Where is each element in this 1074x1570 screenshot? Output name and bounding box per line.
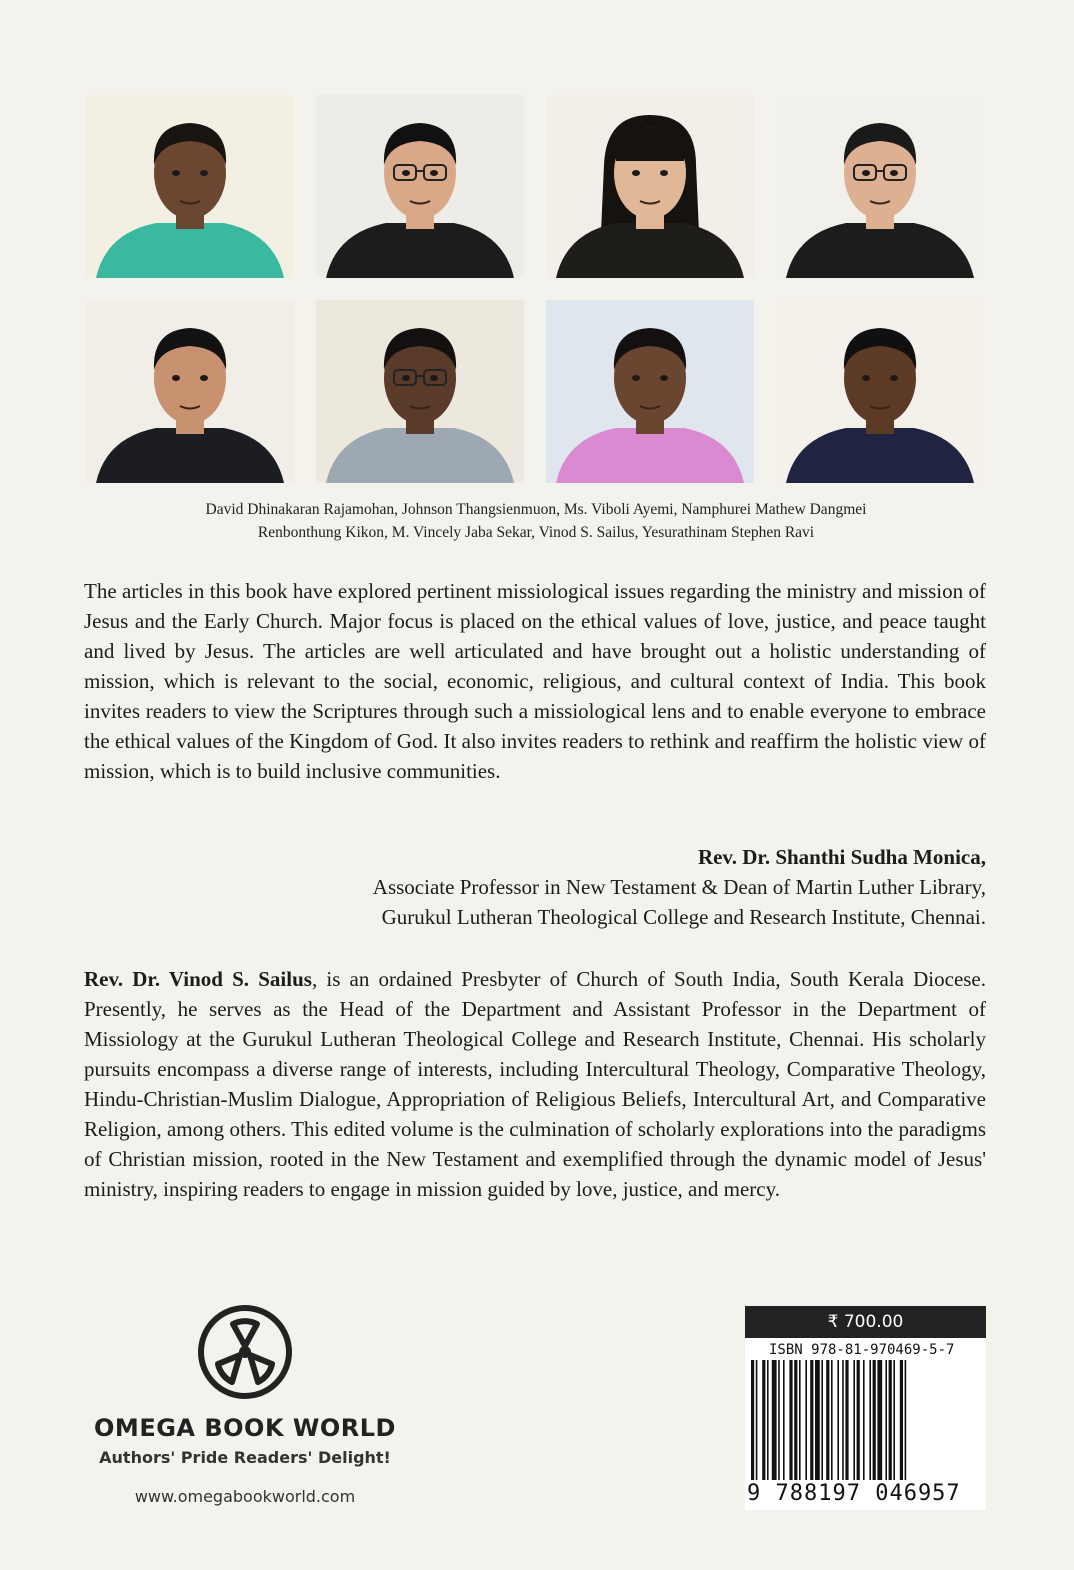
- barcode-bar: [799, 1360, 801, 1480]
- barcode-bar: [772, 1360, 777, 1480]
- barcode-bar: [826, 1360, 829, 1480]
- barcode-bar: [831, 1360, 833, 1480]
- barcode-bar: [842, 1360, 844, 1480]
- barcode-bar: [821, 1360, 823, 1480]
- publisher-website: www.omegabookworld.com: [134, 1487, 356, 1506]
- barcode-bar: [767, 1360, 769, 1480]
- barcode-bar: [877, 1360, 882, 1480]
- barcode-bar: [857, 1360, 860, 1480]
- contributor-photo-grid: [86, 95, 986, 483]
- publisher-block: [80, 1302, 410, 1506]
- endorser-name: Rev. Dr. Shanthi Sudha Monica,: [697, 845, 986, 869]
- barcode-bar: [789, 1360, 792, 1480]
- barcode-bar: [873, 1360, 876, 1480]
- contributor-photo: [86, 300, 294, 483]
- omega-trefoil-logo-icon: [195, 1302, 295, 1402]
- contributor-photo: [316, 300, 524, 483]
- photo-caption: [86, 498, 986, 544]
- isbn-text: ISBN 978-81-970469-5-7: [745, 1338, 986, 1360]
- barcode-bar: [751, 1360, 754, 1480]
- author-bio: [84, 964, 986, 1204]
- contributor-photo: [546, 300, 754, 483]
- barcode-bar: [794, 1360, 797, 1480]
- barcode-bar: [783, 1360, 785, 1480]
- barcode-icon: [745, 1360, 986, 1480]
- barcode-bar: [905, 1360, 907, 1480]
- contributor-photo: [316, 95, 524, 278]
- barcode-bar: [778, 1360, 780, 1480]
- barcode-bar: [900, 1360, 903, 1480]
- contributor-photo: [776, 300, 984, 483]
- endorsement-signature: [226, 842, 986, 932]
- book-blurb: The articles in this book have explored pertinent missiological issues regarding the ministry and mission of Jesus and the Early Church. Major focus is placed on the ethical values of love, justice, and peace taught and lived by Jesus. The articles are well articulated and have brought out a holistic understanding of mission, which is relevant to the social, economic, religious, and cultural context of India. This book invites readers to view the Scriptures through such a missiological lens and to enable everyone to embrace the ethical values of the Kingdom of God. It also invites readers to rethink and reaffirm the holistic view of mission, which is to build inclusive communities.: [84, 579, 986, 783]
- barcode-bar: [815, 1360, 820, 1480]
- caption-line-1: David Dhinakaran Rajamohan, Johnson Thangsienmuon, Ms. Viboli Ayemi, Namphurei Mathew Dangmei: [205, 501, 867, 518]
- barcode-bar: [756, 1360, 758, 1480]
- barcode-bar: [893, 1360, 895, 1480]
- publisher-name: OMEGA BOOK WORLD: [94, 1414, 396, 1442]
- endorser-title-line-2: Gurukul Lutheran Theological College and Research Institute, Chennai.: [381, 905, 986, 929]
- barcode-bar: [805, 1360, 807, 1480]
- barcode-bar: [869, 1360, 871, 1480]
- barcode-bar: [863, 1360, 865, 1480]
- barcode-bar: [889, 1360, 892, 1480]
- author-name: Rev. Dr. Vinod S. Sailus: [84, 967, 312, 991]
- caption-line-2: Renbonthung Kikon, M. Vincely Jaba Sekar, Vinod S. Sailus, Yesurathinam Stephen Ravi: [257, 524, 815, 541]
- contributor-photo: [86, 95, 294, 278]
- contributor-photo: [776, 95, 984, 278]
- barcode-bar: [853, 1360, 855, 1480]
- price-label: ₹ 700.00: [745, 1306, 986, 1338]
- barcode-bar: [845, 1360, 848, 1480]
- barcode-bar: [837, 1360, 839, 1480]
- barcode-bar: [810, 1360, 813, 1480]
- barcode-bar: [885, 1360, 887, 1480]
- endorser-title-line-1: Associate Professor in New Testament & Dean of Martin Luther Library,: [372, 875, 986, 899]
- barcode-bar: [762, 1360, 765, 1480]
- contributor-photo: [546, 95, 754, 278]
- author-bio-text: , is an ordained Presbyter of Church of South India, South Kerala Diocese. Presently, he serves as the Head of the Department and Assistant Professor in the Department of Missiology at the Gurukul Lutheran Theological College and Research Institute, Chennai. His scholarly pursuits encompass a diverse range of interests, including Intercultural Theology, Comparative Theology, Hindu-Christian-Muslim Dialogue, Appropriation of Religious Beliefs, Intercultural Art, and Comparative Religion, among others. This edited volume is the culmination of scholarly explorations into the paradigms of Christian mission, rooted in the New Testament and exemplified through the dynamic model of Jesus' ministry, inspiring readers to engage in mission guided by love, justice, and mercy.: [84, 967, 987, 1201]
- barcode-digits: 9 788197 046957: [745, 1480, 986, 1510]
- isbn-barcode-block: [745, 1306, 986, 1510]
- publisher-tagline: Authors' Pride Readers' Delight!: [99, 1448, 391, 1467]
